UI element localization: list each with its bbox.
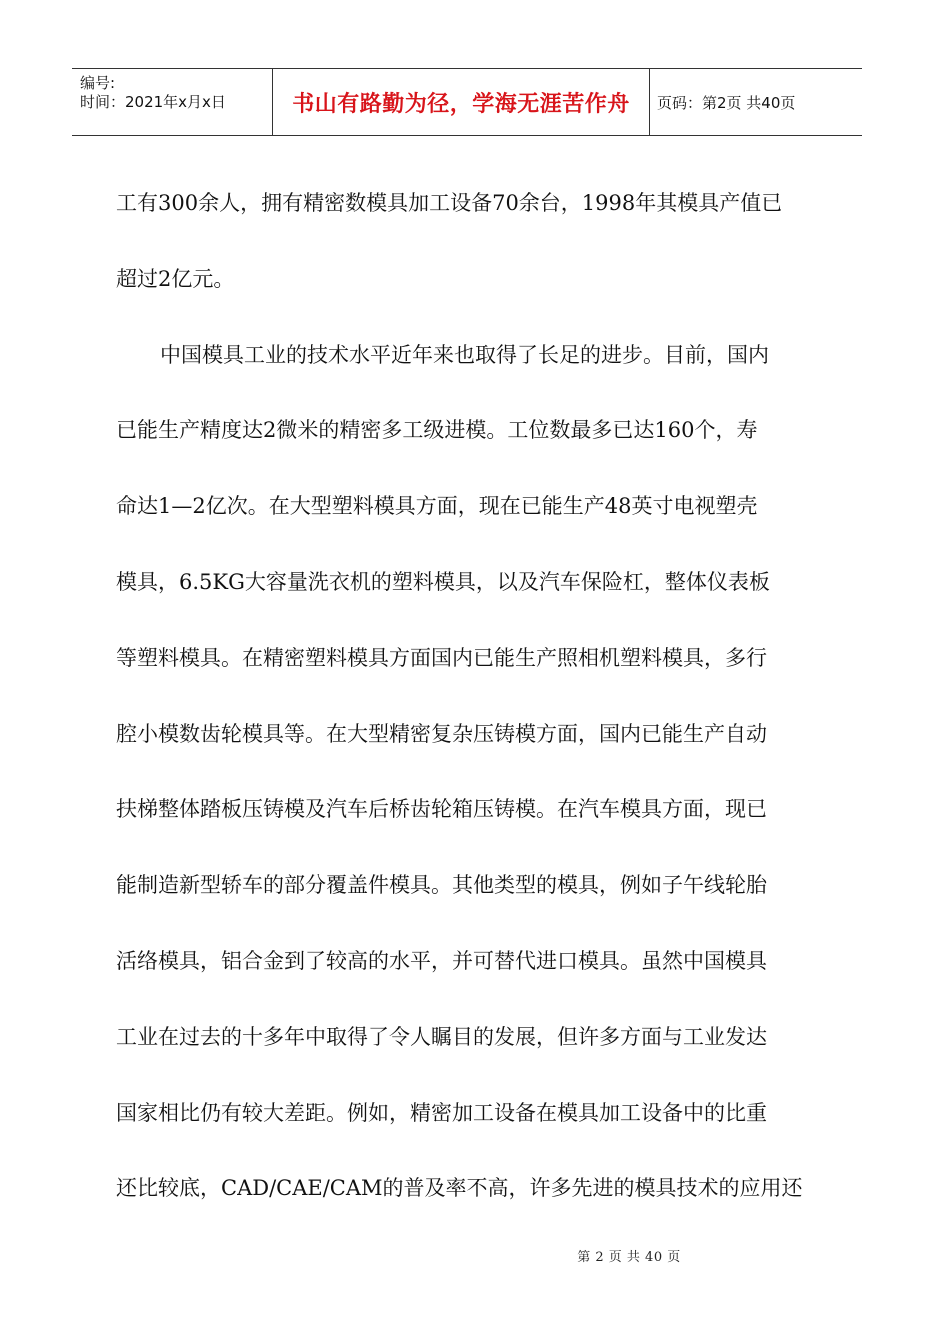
body-line: 工业在过去的十多年中取得了令人瞩目的发展，但许多方面与工业发达 (116, 1024, 767, 1049)
body-line: 命达1—2亿次。在大型塑料模具方面，现在已能生产48英寸电视塑壳 (116, 494, 758, 519)
body-line: 国家相比仍有较大差距。例如，精密加工设备在模具加工设备中的比重 (116, 1100, 767, 1125)
body-line: 扶梯整体踏板压铸模及汽车后桥齿轮箱压铸模。在汽车模具方面，现已 (116, 797, 767, 822)
body-line: 还比较底，CAD/CAE/CAM的普及率不高，许多先进的模具技术的应用还 (116, 1176, 803, 1201)
body-line: 等塑料模具。在精密塑料模具方面国内已能生产照相机塑料模具，多行 (116, 645, 767, 670)
document-body (116, 166, 826, 1227)
body-line: 中国模具工业的技术水平近年来也取得了长足的进步。目前，国内 (160, 342, 769, 367)
body-line: 能制造新型轿车的部分覆盖件模具。其他类型的模具，例如子午线轮胎 (116, 873, 767, 898)
document-date: 时间：2021年x月x日 (80, 93, 226, 111)
page-header (72, 68, 862, 136)
page-footer: 第 2 页 共 40 页 (577, 1250, 681, 1265)
header-motto: 书山有路勤为径，学海无涯苦作舟 (292, 91, 630, 117)
body-line: 工有300余人，拥有精密数模具加工设备70余台，1998年其模具产值已 (116, 191, 783, 215)
header-motto-cell (272, 69, 650, 135)
body-line: 模具，6.5KG大容量洗衣机的塑料模具，以及汽车保险杠，整体仪表板 (116, 569, 770, 594)
body-line: 活络模具，铝合金到了较高的水平，并可替代进口模具。虽然中国模具 (116, 948, 767, 973)
header-page-info: 页码：第2页 共40页 (657, 93, 796, 112)
body-line: 超过2亿元。 (116, 266, 235, 291)
body-line: 腔小模数齿轮模具等。在大型精密复杂压铸模方面，国内已能生产自动 (116, 721, 767, 746)
body-line: 已能生产精度达2微米的精密多工级进模。工位数最多已达160个，寿 (116, 418, 758, 443)
document-number-label: 编号: (80, 74, 116, 92)
header-meta (72, 69, 272, 135)
